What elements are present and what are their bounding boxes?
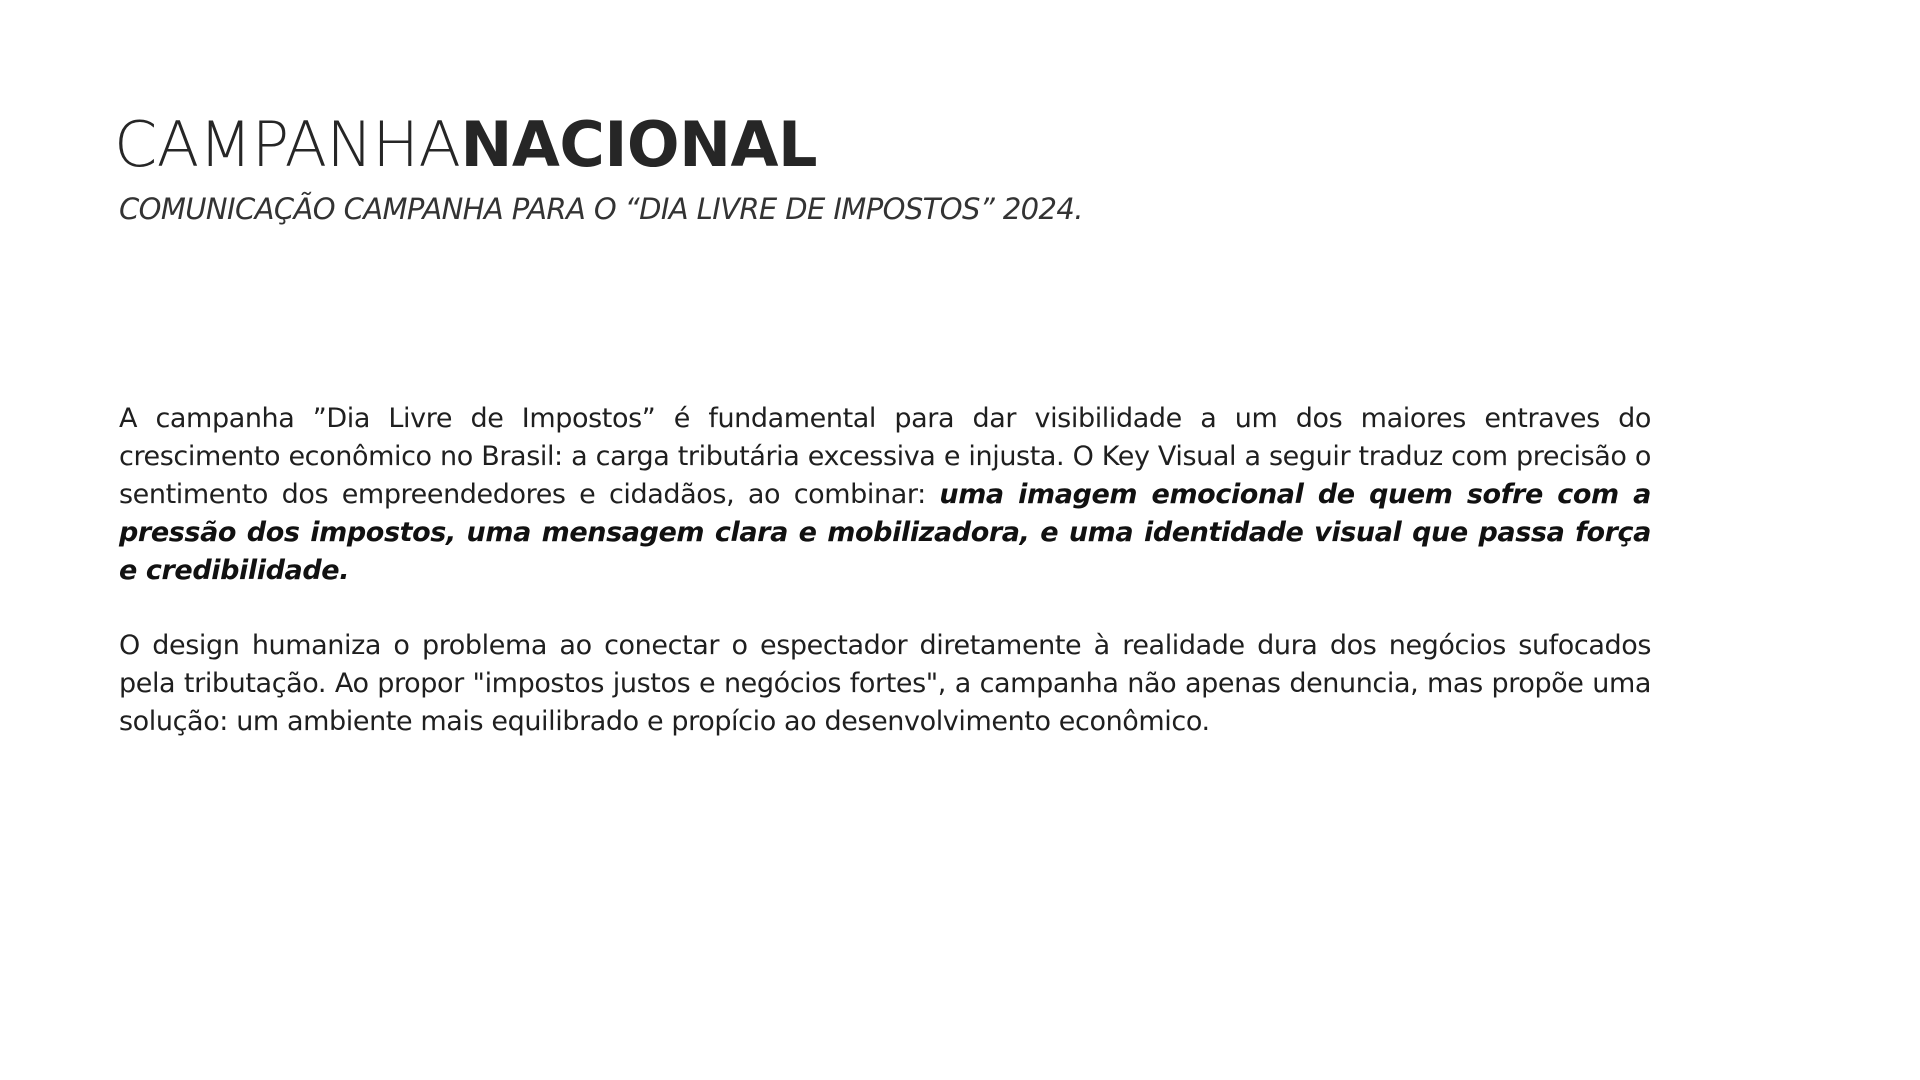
title-bold-part: NACIONAL <box>460 108 817 181</box>
paragraph-intro-text: A campanha ”Dia Livre de Impostos” é fundamental para dar visibilidade a um dos maiores entraves do crescimento econômico no Brasil: a carga tributária excessiva e injusta. O Key Visual a seguir traduz com precisão o sentimento dos empreendedores e cidadãos, ao combinar: <box>119 403 1651 510</box>
body-text <box>119 400 1651 778</box>
page-title <box>114 104 817 186</box>
paragraph-design: O design humaniza o problema ao conectar o espectador diretamente à realidade dura dos negócios sufocados pela tributação. Ao propor "impostos justos e negócios fortes", a campanha não apenas denuncia, mas propõe uma solução: um ambiente mais equilibrado e propício ao desenvolvimento econômico. <box>119 630 1651 737</box>
page-subtitle: COMUNICAÇÃO CAMPANHA PARA O “DIA LIVRE DE IMPOSTOS” 2024. <box>119 192 1083 226</box>
paragraph-intro-emphasis: uma imagem emocional de quem sofre com a pressão dos impostos, uma mensagem clara e mobilizadora, e uma identidade visual que passa força e credibilidade. <box>119 479 1651 586</box>
paragraph-intro <box>119 400 1651 590</box>
title-light-part: CAMPANHA <box>114 108 461 181</box>
